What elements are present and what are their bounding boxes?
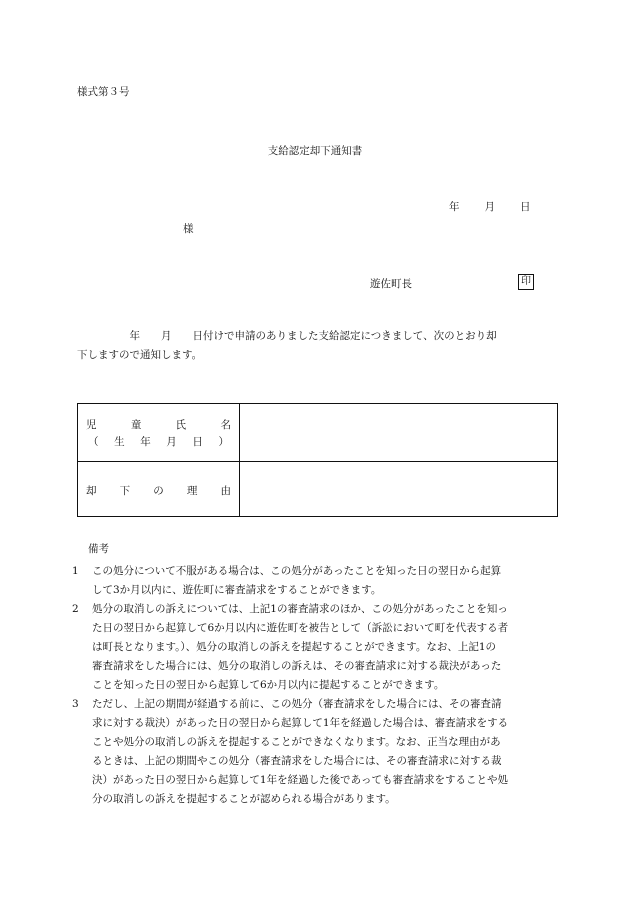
date-year-label: 年 (449, 201, 460, 213)
note-line: るときは、上記の期間やこの処分（審査請求をした場合には、その審査請求に対する裁 (92, 755, 502, 767)
remark-note (72, 600, 562, 695)
label-char: 年 (140, 436, 151, 448)
birthdate-label (88, 434, 229, 449)
label-char: 月 (166, 436, 177, 448)
label-char: 却 (86, 485, 97, 497)
child-name-label-cell (78, 404, 240, 461)
table-row-rejection-reason (78, 461, 557, 517)
remark-note (72, 695, 562, 809)
addressee-suffix: 様 (183, 223, 194, 235)
notice-body (77, 327, 559, 365)
child-name-value[interactable] (239, 404, 557, 461)
note-line: して3か月以内に、遊佐町に審査請求をすることができます。 (92, 584, 382, 596)
note-line: この処分について不服がある場合は、この処分があったことを知った日の翌日から起算 (92, 565, 502, 577)
note-line: は町長となります。）、処分の取消しの訴えを提起することができます。なお、上記1の (92, 641, 496, 653)
document-title: 支給認定却下通知書 (267, 145, 363, 157)
label-char: 理 (186, 485, 198, 497)
child-name-label (86, 417, 231, 432)
note-line: ことを知った日の翌日から起算して6か月以内に提起することができます。 (92, 679, 445, 691)
note-line: 審査請求をした場合には、処分の取消しの訴えは、その審査請求に対する裁決があった (92, 660, 502, 672)
note-line: 求に対する裁決）があった日の翌日から起算して1年を経過した場合は、審査請求をする (92, 717, 509, 729)
label-char: 由 (220, 485, 231, 497)
note-line: 決）があった日の翌日から起算して1年を経過した後であっても審査請求をすることや処 (92, 774, 508, 786)
label-char: 童 (130, 419, 142, 431)
label-char: 氏 (175, 419, 187, 431)
label-char: （ (88, 436, 99, 448)
note-line: 分の取消しの訴えを提起することが認められる場合があります。 (92, 793, 396, 805)
label-char: 生 (114, 436, 125, 448)
note-line: 処分の取消しの訴えについては、上記1の審査請求のほか、この処分があったことを知っ (92, 603, 508, 615)
note-line: た日の翌日から起算して6か月以内に遊佐町を被告として（訴訟において町を代表する者 (92, 622, 509, 634)
date-day-label: 日 (520, 201, 531, 213)
date-line (449, 199, 531, 214)
date-month-label: 月 (484, 201, 495, 213)
remark-note (72, 562, 562, 600)
label-char: 下 (119, 485, 131, 497)
rejection-reason-label (86, 483, 231, 498)
label-char: 名 (220, 419, 231, 431)
issuer-name: 遊佐町長 (370, 278, 412, 290)
rejection-reason-label-cell (78, 461, 240, 517)
rejection-reason-value[interactable] (239, 461, 557, 517)
note-line: ただし、上記の期間が経過する前に、この処分（審査請求をした場合には、その審査請 (92, 698, 502, 710)
label-char: 児 (86, 419, 97, 431)
note-number: 3 (72, 698, 79, 710)
notice-body-line: 年 月 日付けで申請のありました支給認定につきまして、次のとおり却 (77, 330, 497, 342)
note-number: 1 (72, 565, 79, 577)
info-table (77, 403, 558, 517)
form-number: 様式第３号 (77, 86, 130, 98)
label-char: の (153, 485, 164, 497)
notice-body-line: 下しますので通知します。 (77, 349, 203, 361)
note-line: ことや処分の取消しの訴えを提起することができなくなります。なお、正当な理由があ (92, 736, 501, 748)
seal-mark: 印 (518, 274, 534, 290)
note-number: 2 (72, 603, 79, 615)
table-row-child-name (78, 404, 557, 462)
label-char: 日 (192, 436, 203, 448)
label-char: ） (218, 436, 229, 448)
remarks-heading: 備考 (88, 543, 109, 555)
